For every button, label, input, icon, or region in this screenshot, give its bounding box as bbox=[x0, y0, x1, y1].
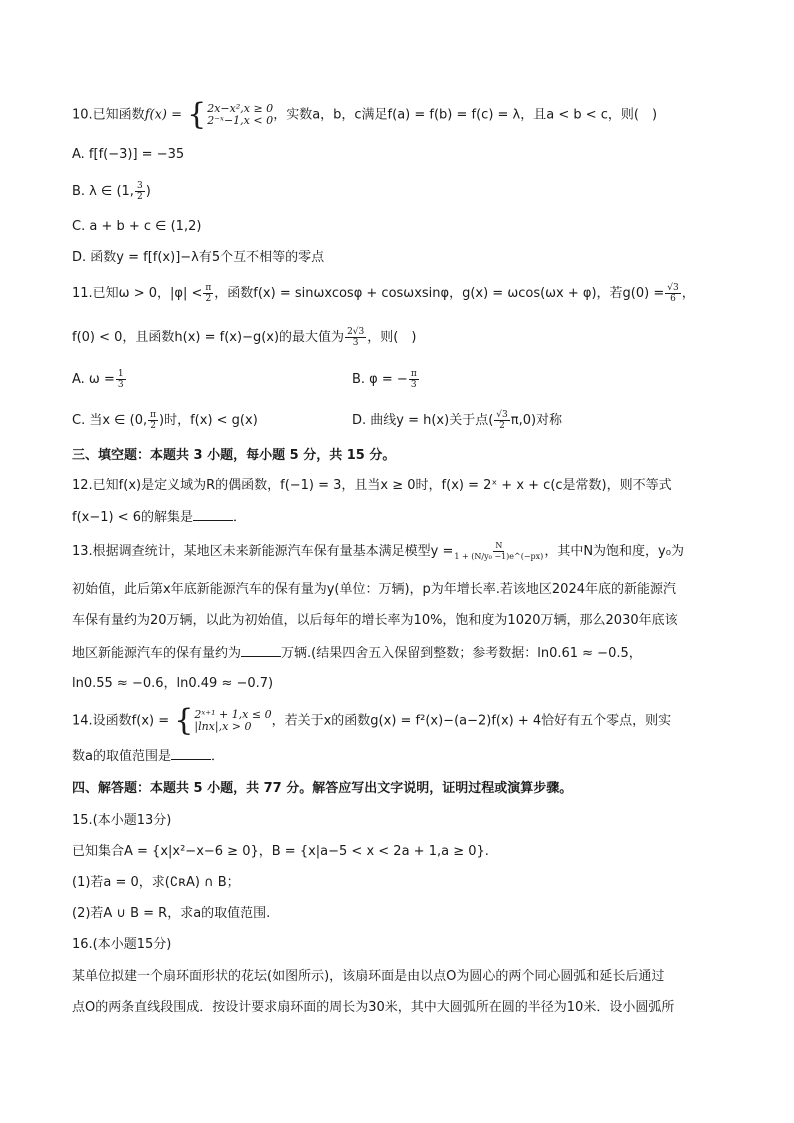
q10-option-a: A. f[f(−3)] = −35 bbox=[72, 147, 185, 162]
q10-piecewise: { 2x−x²,x ≥ 0 2⁻ˣ−1,x < 0 bbox=[187, 97, 274, 132]
answer-blank[interactable] bbox=[171, 747, 211, 760]
q15-part1: (1)若a = 0，求(∁ʀA) ∩ B； bbox=[72, 875, 240, 890]
q14-stem-line1: 14.设函数f(x) = { 2ˣ⁺¹ + 1,x ≤ 0 |lnx|,x > 0 ，若关于x的函数g(x) = f²(x)−(a−2)f(x) + 4恰好有五个零点，则实 bbox=[72, 703, 672, 738]
q14-stem-line2: 数a的取值范围是 ． bbox=[72, 749, 224, 764]
q12-stem-line2: f(x−1) < 6的解集是 ． bbox=[72, 510, 247, 525]
q14-piecewise: { 2ˣ⁺¹ + 1,x ≤ 0 |lnx|,x > 0 bbox=[174, 703, 272, 738]
q15-heading: 15.(本小题13分) bbox=[72, 813, 172, 828]
brace-icon: { bbox=[174, 703, 194, 738]
q10-option-b: B. λ ∈ (1, $\frac{3}{2}$ ) bbox=[72, 181, 151, 202]
q11-option-c: C. 当x ∈ (0, $\frac{\pi}{2}$ )时，f(x) < g(x) bbox=[72, 410, 258, 431]
q16-heading: 16.(本小题15分) bbox=[72, 937, 172, 952]
q13-stem-line4: 地区新能源汽车的保有量约为 万辆.(结果四舍五入保留到整数；参考数据：ln0.61 ≈ −0.5， bbox=[72, 646, 642, 661]
q10-option-c: C. a + b + c ∈ (1,2) bbox=[72, 219, 202, 234]
q11-option-a: A. ω = $\frac{1}{3}$ bbox=[72, 369, 124, 390]
q15-part2: (2)若A ∪ B = R，求a的取值范围. bbox=[72, 906, 271, 921]
q13-stem-line1: 13.根据调查统计，某地区未来新能源汽车保有量基本满足模型y = $\frac{N}{\text{1 + (N/y₀ −1)e\textasciicircum{}(−px)}}$ ，其中N为饱和度，y₀为 bbox=[72, 541, 684, 561]
answer-blank[interactable] bbox=[193, 508, 233, 521]
q10-option-d: D. 函数y = f[f(x)]−λ有5个互不相等的零点 bbox=[72, 250, 325, 265]
q13-stem-line2: 初始值，此后第x年底新能源汽车的保有量为y(单位：万辆)，p为年增长率.若该地区2024年底的新能源汽 bbox=[72, 582, 676, 597]
q13-stem-line5: ln0.55 ≈ −0.6，ln0.49 ≈ −0.7) bbox=[72, 676, 274, 691]
q13-stem-line3: 车保有量约为20万辆，以此为初始值，以后每年的增长率为10%，饱和度为1020万辆，那么2030年底该 bbox=[72, 613, 678, 628]
q12-stem-line1: 12.已知f(x)是定义域为R的偶函数，f(−1) = 3，且当x ≥ 0时，f(x) = 2ˣ + x + c(c是常数)，则不等式 bbox=[72, 478, 672, 493]
q10-stem: 10.已知函数f(x) = { 2x−x²,x ≥ 0 2⁻ˣ−1,x < 0 ，实数a，b，c满足f(a) = f(b) = f(c) = λ，且a < b < c，则( ) bbox=[72, 97, 658, 132]
q11-option-d: D. 曲线y = h(x)关于点( $\frac{√3}{2}$ π,0)对称 bbox=[352, 410, 563, 431]
q16-stem-line1: 某单位拟建一个扇环面形状的花坛(如图所示)，该扇环面是由以点O为圆心的两个同心圆弧和延长后通过 bbox=[72, 969, 665, 984]
q11-option-b: B. φ = − $\frac{\pi}{3}$ bbox=[352, 369, 417, 390]
answer-blank[interactable] bbox=[241, 644, 281, 657]
section-title-solve: 四、解答题：本题共 5 小题，共 77 分。解答应写出文字说明，证明过程或演算步骤。 bbox=[72, 781, 573, 796]
section-title-fill-blank: 三、填空题：本题共 3 小题，每小题 5 分，共 15 分。 bbox=[72, 448, 396, 463]
q15-stem: 已知集合A = {x|x²−x−6 ≥ 0}，B = {x|a−5 < x < 2a + 1,a ≥ 0}. bbox=[72, 844, 489, 859]
q11-stem-line2: f(0) < 0，且函数h(x) = f(x)−g(x)的最大值为 $\frac{2√3}{3}$ ，则( ) bbox=[72, 327, 417, 348]
q16-stem-line2: 点O的两条直线段围成．按设计要求扇环面的周长为30米，其中大圆弧所在圆的半径为10米．设小圆弧所 bbox=[72, 1000, 675, 1015]
q11-stem-line1: 11.已知ω > 0，|φ| < $\frac{\pi}{2}$ ，函数f(x) = sinωxcosφ + cosωxsinφ，g(x) = ωcos(ωx + φ)，若g(0) = $\frac{√3}{6}$ ， bbox=[72, 283, 695, 304]
brace-icon: { bbox=[187, 97, 207, 132]
